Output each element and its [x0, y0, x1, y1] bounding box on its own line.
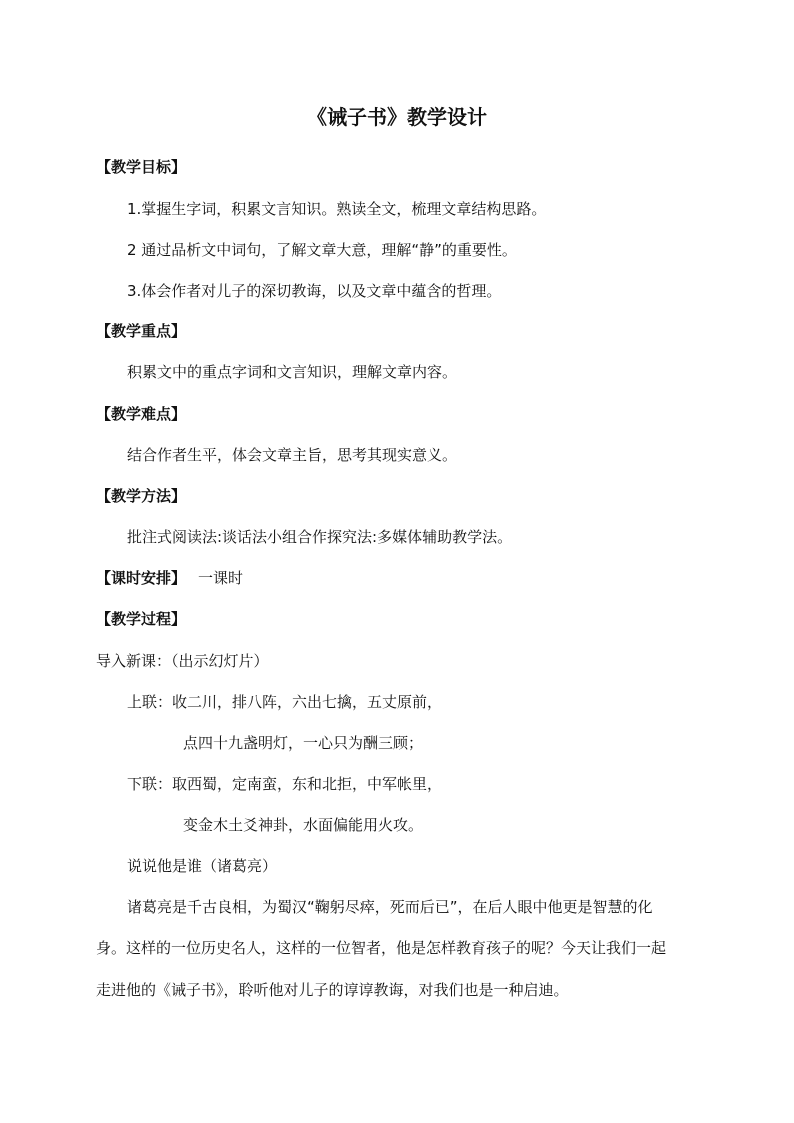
- paragraph-line-2: 身。这样的一位历史名人，这样的一位智者，他是怎样教育孩子的呢？今天让我们一起: [96, 939, 667, 957]
- document-title: 《诫子书》教学设计: [307, 105, 487, 129]
- process-intro: 导入新课：（出示幻灯片）: [96, 652, 269, 670]
- methods-heading: 【教学方法】: [96, 487, 187, 505]
- objective-item-3: 3.体会作者对儿子的深切教诲，以及文章中蕴含的哲理。: [127, 282, 502, 300]
- schedule-heading: 【课时安排】: [96, 569, 187, 587]
- couplet-lower-line-2: 变金木土爻神卦，水面偏能用火攻。: [183, 816, 424, 834]
- process-question: 说说他是谁（诸葛亮）: [127, 857, 278, 875]
- couplet-lower-line-1: 下联：取西蜀，定南蛮，东和北拒，中军帐里，: [127, 775, 443, 793]
- key-points-text: 积累文中的重点字词和文言知识，理解文章内容。: [127, 363, 458, 381]
- methods-text: 批注式阅读法:谈话法小组合作探究法:多媒体辅助教学法。: [127, 528, 513, 546]
- key-points-heading: 【教学重点】: [96, 322, 187, 340]
- objectives-heading: 【教学目标】: [96, 158, 187, 176]
- schedule-row: [96, 568, 243, 588]
- objective-item-1: 1.掌握生字词，积累文言知识。熟读全文，梳理文章结构思路。: [127, 200, 547, 218]
- process-heading: 【教学过程】: [96, 610, 187, 628]
- couplet-upper-line-2: 点四十九盏明灯，一心只为酬三顾；: [183, 734, 424, 752]
- paragraph-line-1: 诸葛亮是千古良相，为蜀汉“鞠躬尽瘁，死而后已”，在后人眼中他更是智慧的化: [127, 898, 653, 916]
- objective-item-2: 2 通过品析文中词句，了解文章大意，理解“静”的重要性。: [127, 241, 517, 259]
- difficulties-text: 结合作者生平，体会文章主旨，思考其现实意义。: [127, 446, 458, 464]
- difficulties-heading: 【教学难点】: [96, 405, 187, 423]
- schedule-value: 一课时: [198, 569, 244, 587]
- couplet-upper-line-1: 上联：收二川，排八阵，六出七擒，五丈原前，: [127, 693, 443, 711]
- paragraph-line-3: 走进他的《诫子书》，聆听他对儿子的谆谆教诲，对我们也是一种启迪。: [96, 981, 569, 999]
